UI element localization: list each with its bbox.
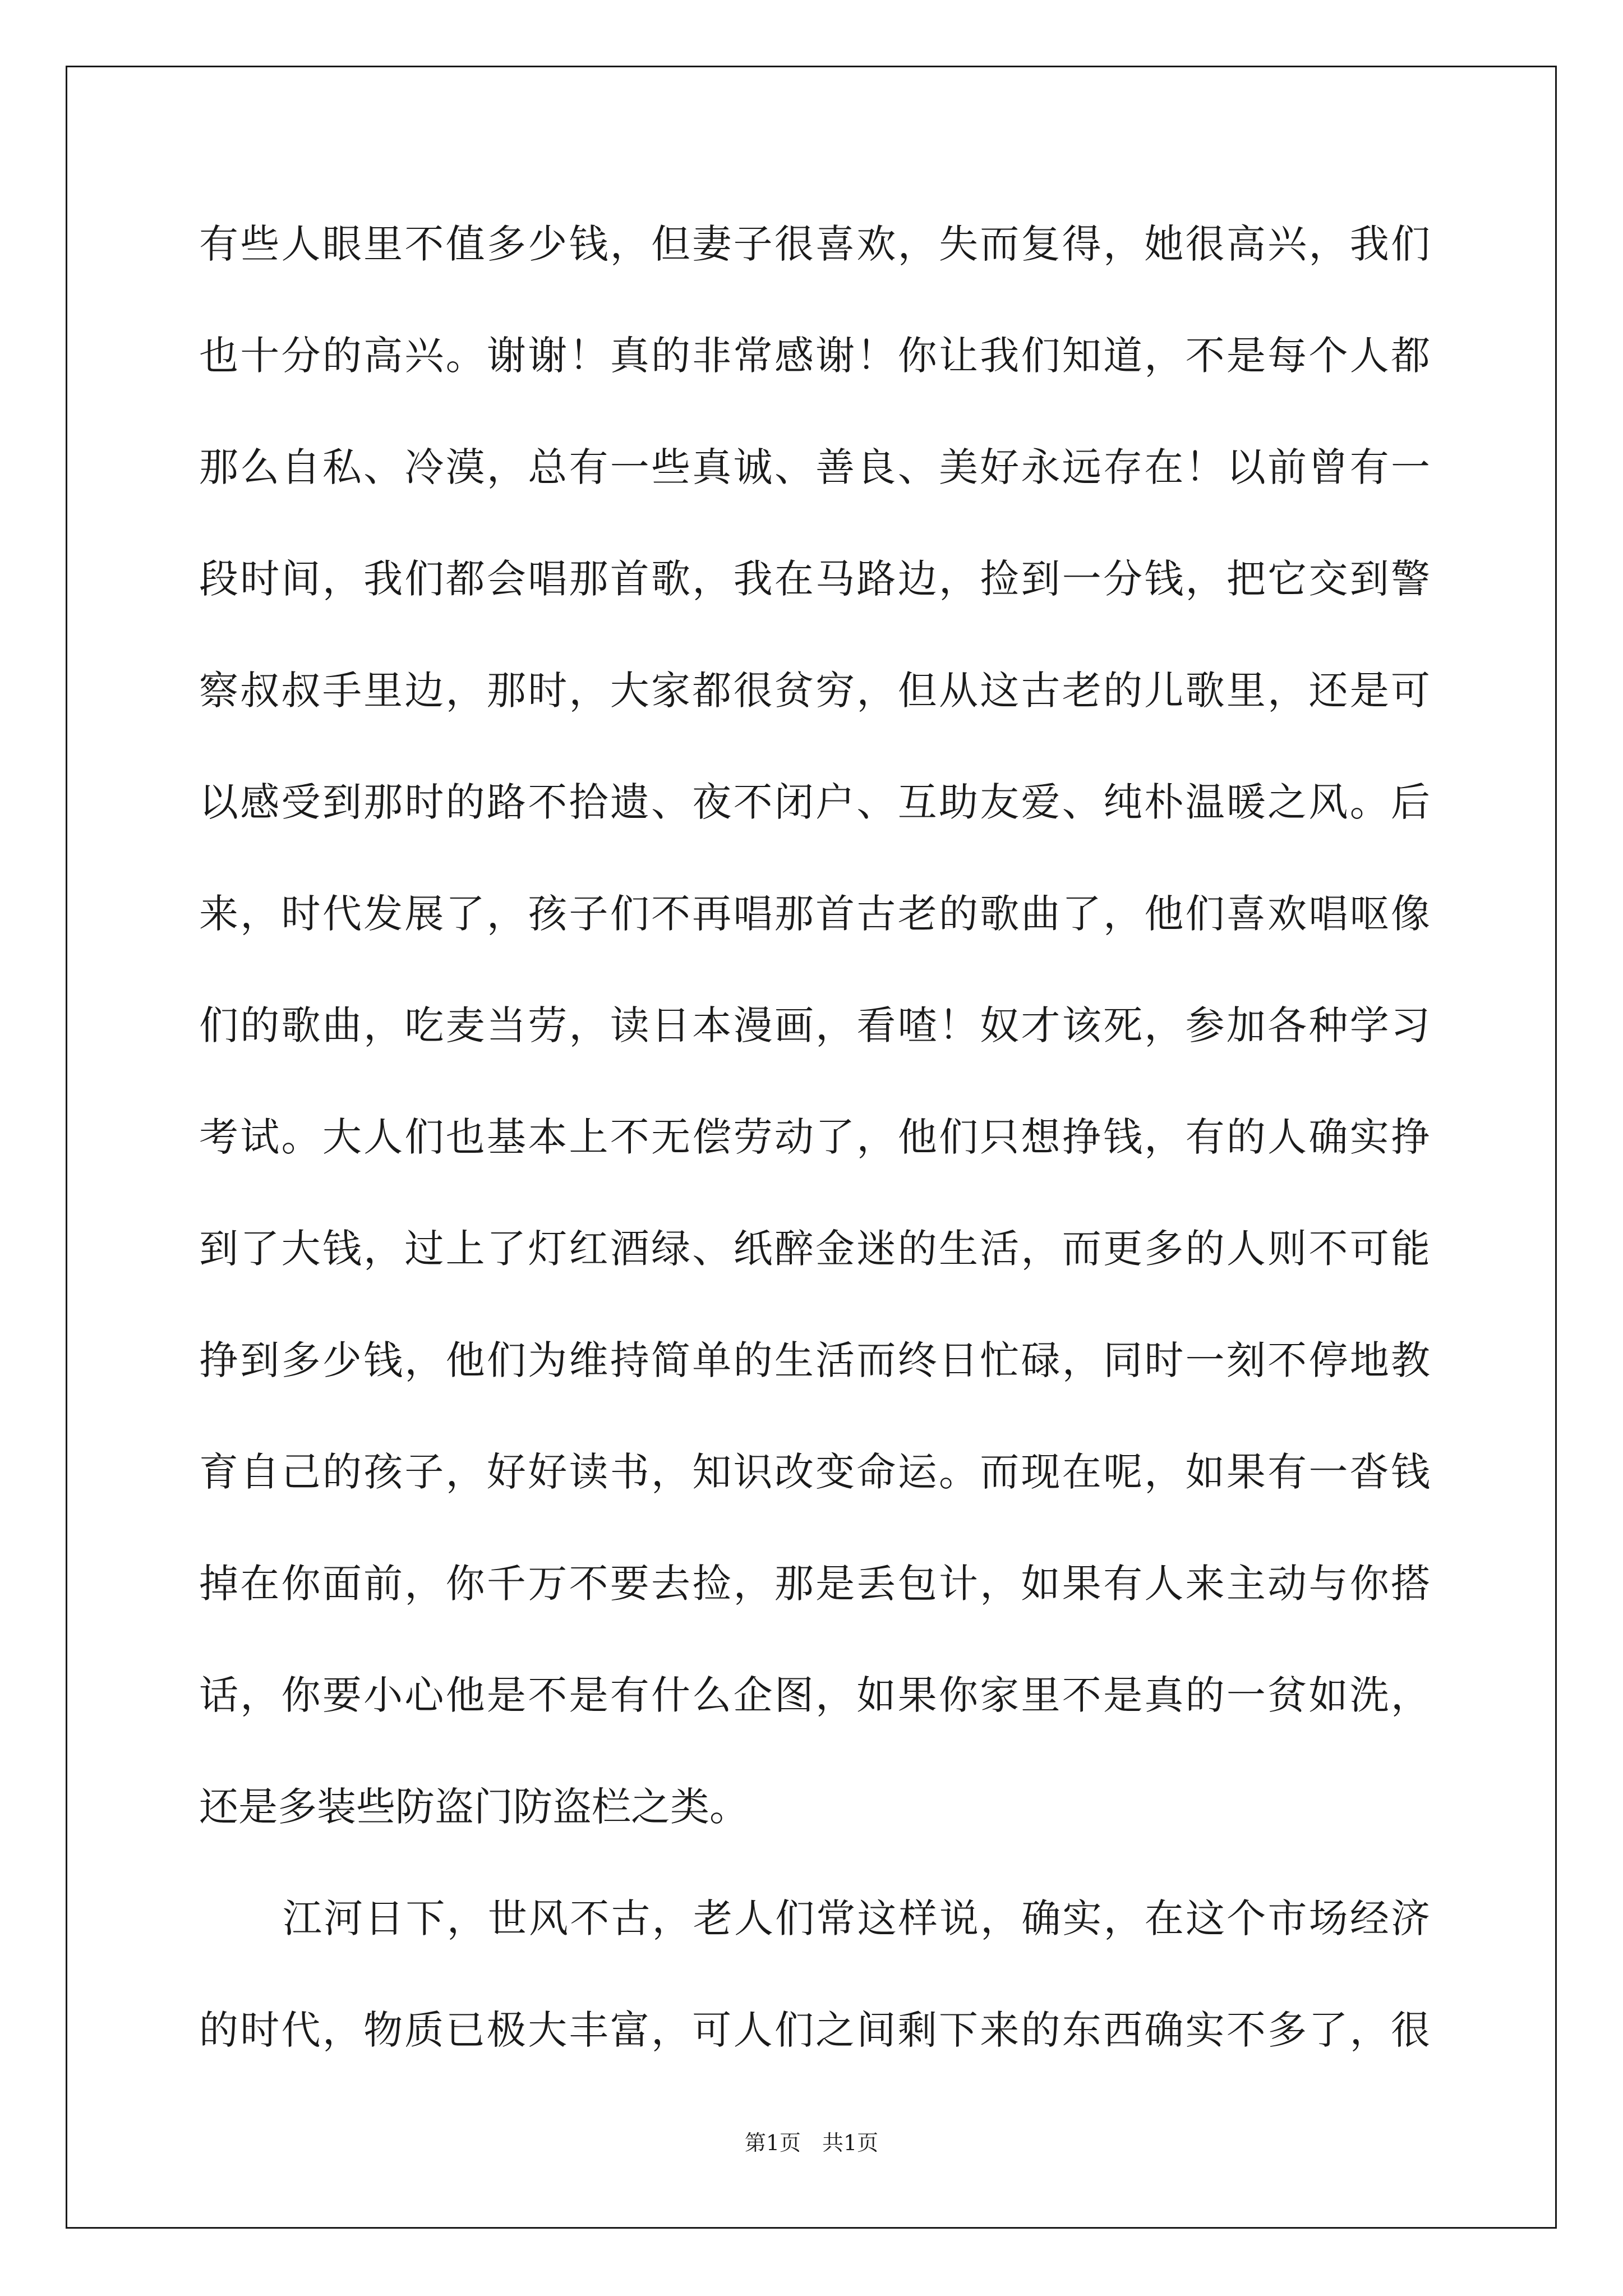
- text-line: 江河日下，世风不古，老人们常这样说，确实，在这个市场经济: [283, 1895, 1430, 1941]
- page-number: 第1页 共1页: [744, 2131, 879, 2155]
- text-line: 话，你要小心他是不是有什么企图，如果你家里不是真的一贫如洗，: [199, 1672, 1430, 1718]
- text-line: 还是多装些防盗门防盗栏之类。: [199, 1784, 749, 1830]
- text-line: 掉在你面前，你千万不要去捡，那是丢包计，如果有人来主动与你搭: [199, 1561, 1430, 1607]
- text-line: 段时间，我们都会唱那首歌，我在马路边，捡到一分钱，把它交到警: [199, 556, 1430, 602]
- text-line: 的时代，物质已极大丰富，可人们之间剩下来的东西确实不多了，很: [199, 2007, 1430, 2053]
- text-line: 挣到多少钱，他们为维持简单的生活而终日忙碌，同时一刻不停地教: [199, 1337, 1430, 1383]
- text-line: 考试。大人们也基本上不无偿劳动了，他们只想挣钱，有的人确实挣: [199, 1114, 1430, 1160]
- text-line: 察叔叔手里边，那时，大家都很贫穷，但从这古老的儿歌里，还是可: [199, 668, 1430, 714]
- text-line: 那么自私、冷漠，总有一些真诚、善良、美好永远存在！以前曾有一: [199, 444, 1430, 490]
- text-line: 有些人眼里不值多少钱，但妻子很喜欢，失而复得，她很高兴，我们: [199, 221, 1430, 267]
- text-line: 也十分的高兴。谢谢！真的非常感谢！你让我们知道，不是每个人都: [199, 333, 1430, 379]
- text-line: 来，时代发展了，孩子们不再唱那首古老的歌曲了，他们喜欢唱呕像: [199, 891, 1430, 937]
- text-line: 以感受到那时的路不拾遗、夜不闭户、互助友爱、纯朴温暖之风。后: [199, 779, 1430, 825]
- text-line: 育自己的孩子，好好读书，知识改变命运。而现在呢，如果有一沓钱: [199, 1449, 1430, 1495]
- text-line: 到了大钱，过上了灯红酒绿、纸醉金迷的生活，而更多的人则不可能: [199, 1226, 1430, 1272]
- text-line: 们的歌曲，吃麦当劳，读日本漫画，看喳！奴才该死，参加各种学习: [199, 1002, 1430, 1048]
- body-text: [199, 210, 1430, 2108]
